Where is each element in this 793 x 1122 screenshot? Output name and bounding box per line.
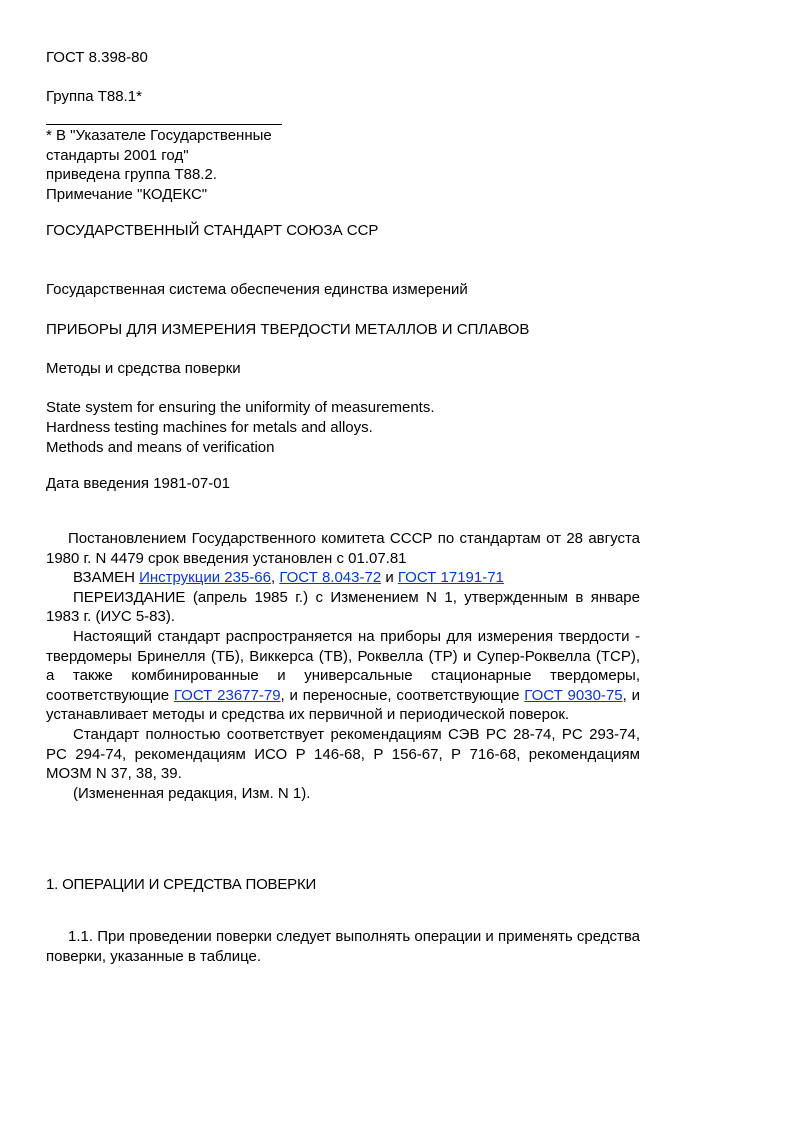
gost-number: ГОСТ 8.398-80 bbox=[46, 49, 148, 66]
replaces-label: ВЗАМЕН bbox=[73, 569, 140, 587]
compliance-paragraph: Стандарт полностью соответствует рекомендациям СЭВ PC 28-74, PC 293-74, PC 294-74, рекомендациям ИСО Р 146-68, Р 156-67, Р 716-68, рекомендациям МОЗМ N 37, 38, 39. bbox=[46, 725, 640, 783]
footnote-line-3: приведена группа Т88.2. bbox=[46, 166, 217, 183]
scope-text-3: , и устанавливает методы и средства их первичной и периодической поверок. bbox=[46, 686, 640, 724]
link-gost-23677-79[interactable]: ГОСТ 23677-79 bbox=[173, 686, 281, 704]
introduction-date: Дата введения 1981-07-01 bbox=[46, 475, 230, 492]
clause-1-1: 1.1. При проведении поверки следует выполнять операции и применять средства поверки, указанные в таблице. bbox=[46, 928, 640, 965]
preamble-block bbox=[46, 529, 640, 803]
link-gost-17191-71[interactable]: ГОСТ 17191-71 bbox=[397, 569, 504, 587]
link-instruction-235-66[interactable]: Инструкции 235-66 bbox=[139, 569, 271, 587]
footnote-line-2: стандарты 2001 год" bbox=[46, 147, 189, 164]
link-gost-8-043-72[interactable]: ГОСТ 8.043-72 bbox=[279, 569, 382, 587]
english-title-line-3: Methods and means of verification bbox=[46, 439, 275, 456]
footnote-line-4: Примечание "КОДЕКС" bbox=[46, 186, 208, 203]
document-title: ПРИБОРЫ ДЛЯ ИЗМЕРЕНИЯ ТВЕРДОСТИ МЕТАЛЛОВ И СПЛАВОВ bbox=[46, 321, 530, 338]
footnote-line-1: * В "Указателе Государственные bbox=[46, 127, 272, 144]
section-1-heading: 1. ОПЕРАЦИИ И СРЕДСТВА ПОВЕРКИ bbox=[46, 876, 317, 893]
state-standard-heading: ГОСУДАРСТВЕННЫЙ СТАНДАРТ СОЮЗА ССР bbox=[46, 222, 379, 239]
clause-1-1-block bbox=[46, 927, 640, 966]
system-name: Государственная система обеспечения единства измерений bbox=[46, 281, 468, 298]
english-title-line-1: State system for ensuring the uniformity of measurements. bbox=[46, 399, 435, 416]
group-label: Группа Т88.1* bbox=[46, 88, 142, 105]
scope-text-2: , и переносные, соответствующие bbox=[280, 686, 525, 704]
document-subtitle: Методы и средства поверки bbox=[46, 360, 241, 377]
scope-paragraph bbox=[46, 627, 640, 725]
link-gost-9030-75[interactable]: ГОСТ 9030-75 bbox=[524, 686, 623, 704]
reissue-paragraph: ПЕРЕИЗДАНИЕ (апрель 1985 г.) с Изменением N 1, утвержденным в январе 1983 г. (ИУС 5-83). bbox=[46, 588, 640, 626]
scope-text-1: Настоящий стандарт распространяется на приборы для измерения твердости - твердомеры Бринелля (ТБ), Виккерса (ТВ), Роквелла (ТР) и Супер-Роквелла (ТСР), а также комбинированные и универсальные стационарные твердомеры, соответствующие bbox=[46, 627, 640, 704]
amended-note: (Измененная редакция, Изм. N 1). bbox=[73, 784, 311, 802]
english-title-line-2: Hardness testing machines for metals and alloys. bbox=[46, 419, 373, 436]
replaces-paragraph bbox=[46, 568, 640, 588]
replaces-separator-2: и bbox=[381, 569, 398, 587]
resolution-paragraph: Постановлением Государственного комитета СССР по стандартам от 28 августа 1980 г. N 4479 срок введения установлен с 01.07.81 bbox=[46, 530, 640, 567]
replaces-separator-1: , bbox=[270, 569, 280, 587]
footnote-divider bbox=[46, 124, 282, 125]
